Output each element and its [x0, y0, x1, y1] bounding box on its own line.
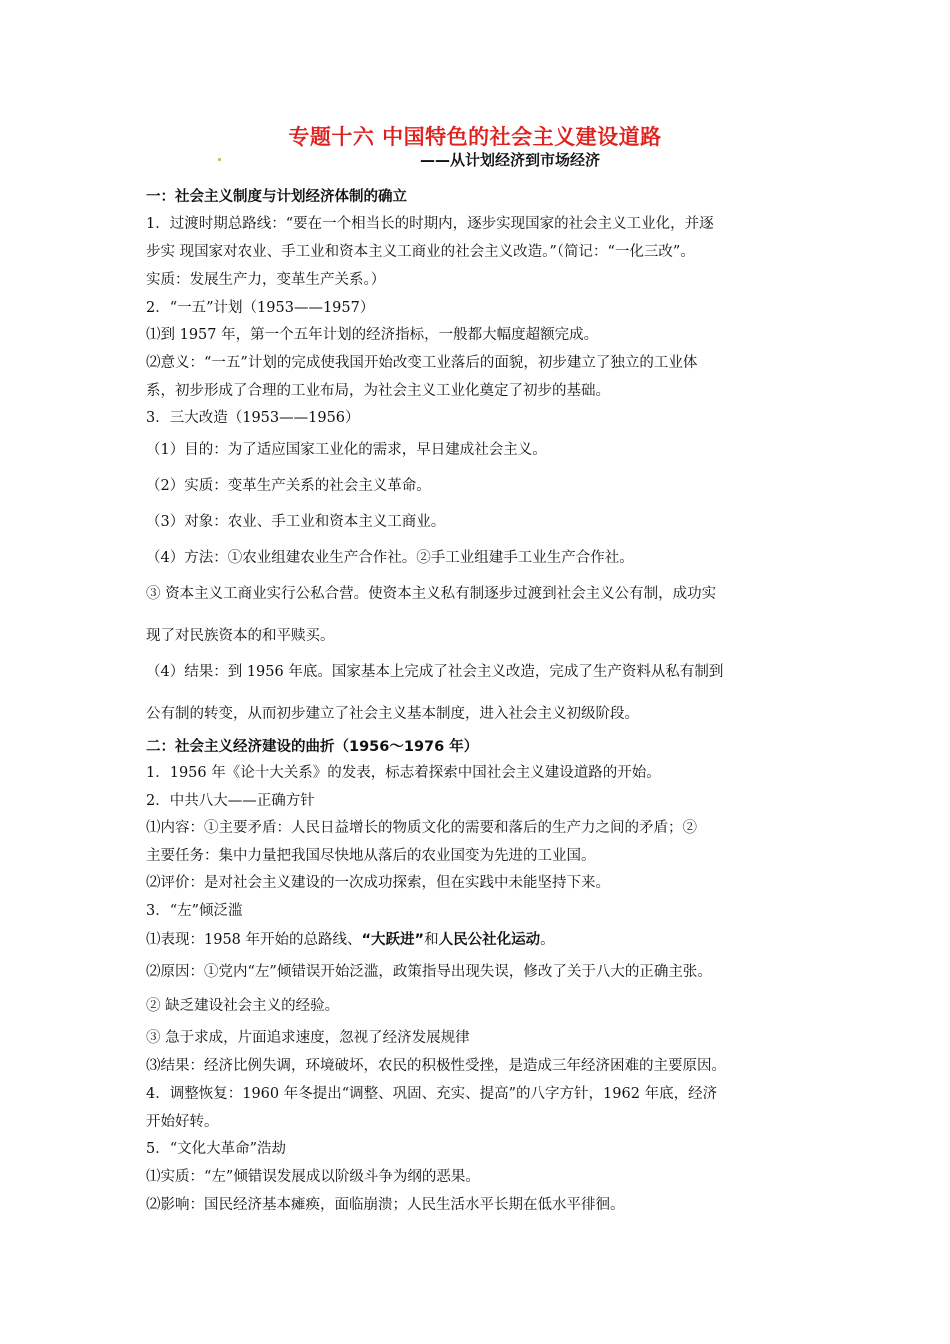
- paragraph-line: （4）方法：①农业组建农业生产合作社。②手工业组建手工业生产合作社。: [146, 550, 634, 566]
- paragraph-line: 主要任务：集中力量把我国尽快地从落后的农业国变为先进的工业国。: [146, 848, 596, 864]
- paragraph-line: 系，初步形成了合理的工业布局，为社会主义工业化奠定了初步的基础。: [146, 383, 610, 399]
- paragraph-line: ⑴内容：①主要矛盾：人民日益增长的物质文化的需要和落后的生产力之间的矛盾；②: [146, 820, 697, 836]
- paragraph-line: ⑵意义：“一五”计划的完成使我国开始改变工业落后的面貌，初步建立了独立的工业体: [146, 355, 698, 371]
- paragraph-line: 开始好转。: [146, 1114, 219, 1130]
- paragraph-line: 实质：发展生产力，变革生产关系。）: [146, 272, 386, 288]
- paragraph-line: ⑴到 1957 年，第一个五年计划的经济指标，一般都大幅度超额完成。: [146, 327, 599, 343]
- expression-text: ⑴表现：1958 年开始的总路线、: [146, 932, 362, 948]
- paragraph-line: （1）目的：为了适应国家工业化的需求，早日建成社会主义。: [146, 442, 547, 458]
- paragraph-line: ⑵评价：是对社会主义建设的一次成功探索，但在实践中未能坚持下来。: [146, 875, 610, 891]
- section-heading-1: 一：社会主义制度与计划经济体制的确立: [146, 189, 407, 205]
- paragraph-line: ③ 资本主义工商业实行公私合营。使资本主义私有制逐步过渡到社会主义公有制，成功实: [146, 586, 717, 602]
- paragraph-line: 步实 现国家对农业、手工业和资本主义工商业的社会主义改造。”（简记：“一化三改”。: [146, 244, 695, 260]
- paragraph-line: 公有制的转变，从而初步建立了社会主义基本制度，进入社会主义初级阶段。: [146, 706, 639, 722]
- page-title: 专题十六 中国特色的社会主义建设道路: [288, 125, 662, 149]
- paragraph-line: 4．调整恢复：1960 年冬提出“调整、巩固、充实、提高”的八字方针，1962 年底，经济: [146, 1086, 718, 1102]
- paragraph-line: ⑴实质：“左”倾错误发展成以阶级斗争为纲的恶果。: [146, 1169, 480, 1185]
- page-subtitle: ——从计划经济到市场经济: [420, 151, 601, 169]
- section-heading-2: 二：社会主义经济建设的曲折（1956～1976 年）: [146, 739, 479, 755]
- paragraph-line: 现了对民族资本的和平赎买。: [146, 628, 335, 644]
- paragraph-line: 1．过渡时期总路线：“要在一个相当长的时期内，逐步实现国家的社会主义工业化，并逐: [146, 216, 714, 232]
- paragraph-line: 3．三大改造（1953——1956）: [146, 410, 360, 426]
- paragraph-line: ⑶结果：经济比例失调，环境破坏，农民的积极性受挫，是造成三年经济困难的主要原因。: [146, 1058, 726, 1074]
- paragraph-line: 5．“文化大革命”浩劫: [146, 1141, 287, 1157]
- paragraph-line: （3）对象：农业、手工业和资本主义工商业。: [146, 514, 446, 530]
- paragraph-line: （4）结果：到 1956 年底。国家基本上完成了社会主义改造，完成了生产资料从私有制到: [146, 664, 724, 680]
- paragraph-line: ⑵影响：国民经济基本瘫痪，面临崩溃；人民生活水平长期在低水平徘徊。: [146, 1197, 625, 1213]
- paragraph-line: ③ 急于求成，片面追求速度，忽视了经济发展规律: [146, 1030, 470, 1046]
- peoples-commune-term: 人民公社化运动: [438, 932, 541, 948]
- paragraph-line: （2）实质：变革生产关系的社会主义革命。: [146, 478, 431, 494]
- paragraph-line: ⑵原因：①党内“左”倾错误开始泛滥，政策指导出现失误，修改了关于八大的正确主张。: [146, 964, 712, 980]
- paragraph-line: 2．中共八大——正确方针: [146, 793, 315, 809]
- great-leap-forward-term: “大跃进”: [361, 932, 425, 948]
- speck-mark: [218, 158, 221, 161]
- paragraph-line: 3．“左”倾泛滥: [146, 903, 243, 919]
- expression-line: [146, 928, 555, 949]
- paragraph-line: ② 缺乏建设社会主义的经验。: [146, 998, 340, 1014]
- expression-end: 。: [540, 932, 555, 948]
- paragraph-line: 2．“一五”计划（1953——1957）: [146, 300, 375, 316]
- paragraph-line: 1．1956 年《论十大关系》的发表，标志着探索中国社会主义建设道路的开始。: [146, 765, 661, 781]
- expression-conjunction: 和: [424, 932, 439, 948]
